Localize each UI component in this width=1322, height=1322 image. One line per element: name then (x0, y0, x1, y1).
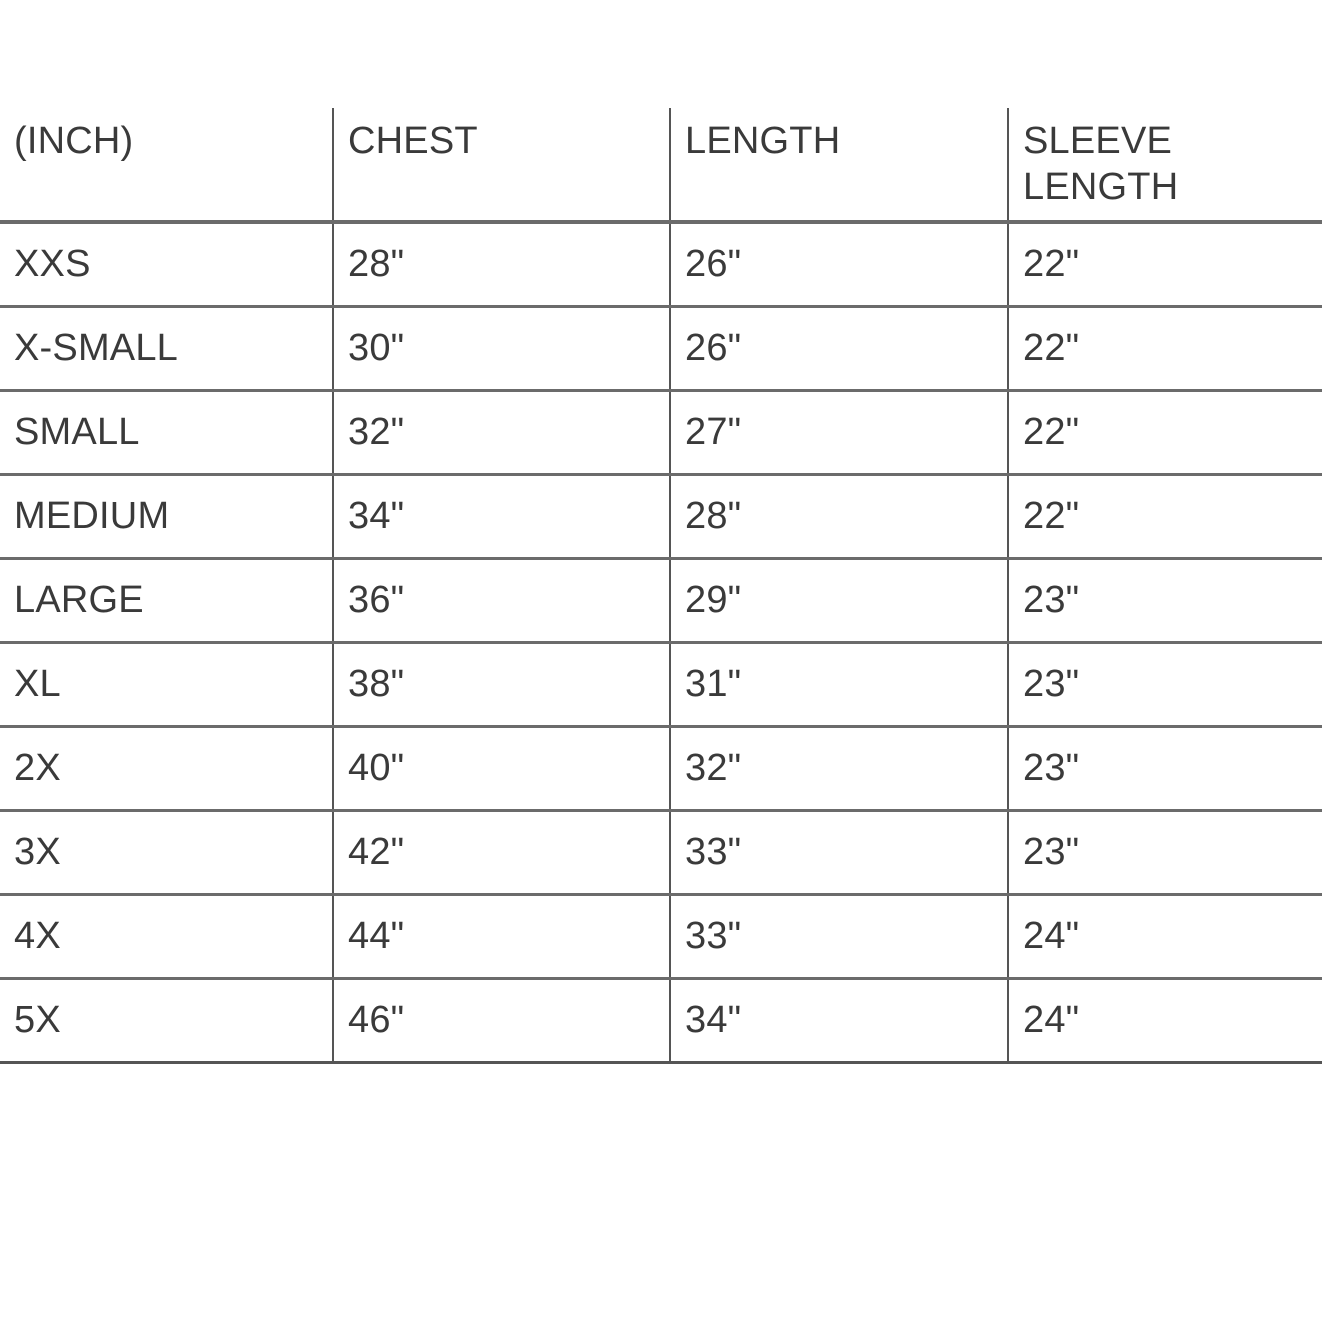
sleeve-length-cell: 23" (1008, 726, 1322, 810)
sleeve-length-cell: 22" (1008, 222, 1322, 306)
table-row (0, 642, 1322, 726)
table-row (0, 810, 1322, 894)
sleeve-length-cell: 22" (1008, 306, 1322, 390)
chest-cell: 44" (333, 894, 670, 978)
size-cell: MEDIUM (0, 474, 333, 558)
chest-cell: 40" (333, 726, 670, 810)
length-cell: 29" (670, 558, 1008, 642)
size-cell: 4X (0, 894, 333, 978)
size-cell: X-SMALL (0, 306, 333, 390)
size-chart-table (0, 108, 1322, 1064)
length-cell: 32" (670, 726, 1008, 810)
chest-cell: 30" (333, 306, 670, 390)
header-row (0, 108, 1322, 222)
sleeve-length-cell: 23" (1008, 810, 1322, 894)
chest-cell: 42" (333, 810, 670, 894)
chest-cell: 34" (333, 474, 670, 558)
table-row (0, 474, 1322, 558)
length-cell: 31" (670, 642, 1008, 726)
size-cell: XXS (0, 222, 333, 306)
size-cell: SMALL (0, 390, 333, 474)
chest-cell: 28" (333, 222, 670, 306)
size-cell: 5X (0, 978, 333, 1062)
chest-cell: 38" (333, 642, 670, 726)
chest-cell: 32" (333, 390, 670, 474)
sleeve-length-cell: 24" (1008, 894, 1322, 978)
length-cell: 33" (670, 894, 1008, 978)
header-length: LENGTH (670, 108, 1008, 222)
chest-cell: 36" (333, 558, 670, 642)
table-row (0, 558, 1322, 642)
sleeve-length-cell: 23" (1008, 558, 1322, 642)
table-row (0, 726, 1322, 810)
size-cell: 3X (0, 810, 333, 894)
size-cell: 2X (0, 726, 333, 810)
table-row (0, 894, 1322, 978)
header-sleeve-length: SLEEVE LENGTH (1008, 108, 1322, 222)
sleeve-length-cell: 22" (1008, 474, 1322, 558)
size-chart-header (0, 108, 1322, 222)
sleeve-length-cell: 22" (1008, 390, 1322, 474)
sleeve-length-cell: 24" (1008, 978, 1322, 1062)
header-unit: (INCH) (0, 108, 333, 222)
header-chest: CHEST (333, 108, 670, 222)
sleeve-length-cell: 23" (1008, 642, 1322, 726)
table-row (0, 306, 1322, 390)
length-cell: 34" (670, 978, 1008, 1062)
length-cell: 33" (670, 810, 1008, 894)
table-row (0, 390, 1322, 474)
size-cell: LARGE (0, 558, 333, 642)
table-row (0, 222, 1322, 306)
length-cell: 26" (670, 222, 1008, 306)
length-cell: 27" (670, 390, 1008, 474)
length-cell: 28" (670, 474, 1008, 558)
length-cell: 26" (670, 306, 1008, 390)
size-chart-body (0, 222, 1322, 1062)
chest-cell: 46" (333, 978, 670, 1062)
table-row (0, 978, 1322, 1062)
size-cell: XL (0, 642, 333, 726)
